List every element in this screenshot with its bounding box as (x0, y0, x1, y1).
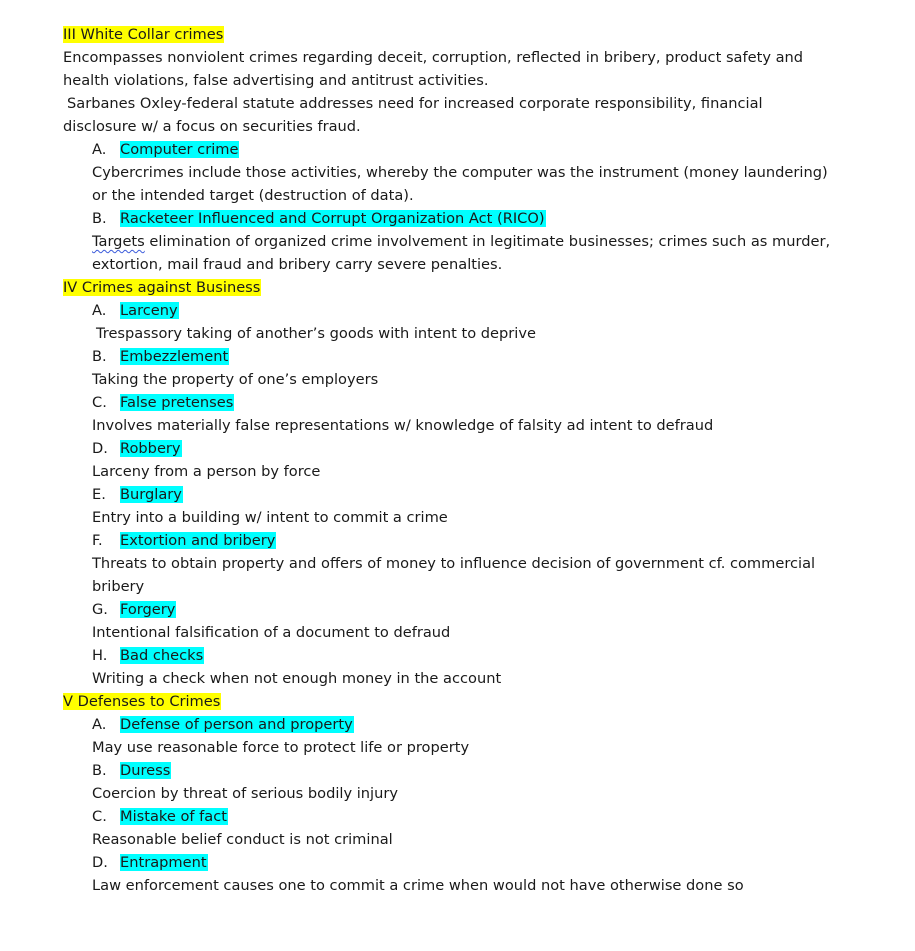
item-description: Threats to obtain property and offers of money to influence decision of government cf. commercial (92, 555, 816, 572)
document-body (63, 23, 883, 897)
paragraph-line: Sarbanes Oxley-federal statute addresses need for increased corporate responsibility, financial (67, 95, 763, 112)
item-term: Extortion and bribery (120, 532, 276, 549)
item-term: Embezzlement (120, 348, 229, 365)
item-description: Entry into a building w/ intent to commit a crime (92, 509, 448, 526)
list-item (63, 644, 883, 667)
list-letter: B. (92, 210, 107, 227)
item-term: Entrapment (120, 854, 207, 871)
list-item (63, 483, 883, 506)
list-letter: F. (92, 532, 103, 549)
item-description: bribery (92, 578, 145, 595)
item-description: Taking the property of one’s employers (92, 371, 379, 388)
list-letter: A. (92, 716, 107, 733)
paragraph-line: health violations, false advertising and antitrust activities. (63, 72, 489, 89)
list-letter: C. (92, 394, 107, 411)
item-term: Computer crime (120, 141, 239, 158)
list-item (63, 207, 883, 230)
item-description: extortion, mail fraud and bribery carry severe penalties. (92, 256, 503, 273)
item-term: Defense of person and property (120, 716, 353, 733)
item-description: Trespassory taking of another’s goods with intent to deprive (96, 325, 536, 342)
item-description: Larceny from a person by force (92, 463, 321, 480)
paragraph-line: Encompasses nonviolent crimes regarding deceit, corruption, reflected in bribery, product safety and (63, 49, 804, 66)
list-item (63, 529, 883, 552)
list-letter: H. (92, 647, 108, 664)
list-letter: B. (92, 348, 107, 365)
item-description: Involves materially false representations w/ knowledge of falsity ad intent to defraud (92, 417, 714, 434)
list-letter: E. (92, 486, 106, 503)
list-letter: G. (92, 601, 108, 618)
list-letter: B. (92, 762, 107, 779)
list-item (63, 598, 883, 621)
list-item (63, 138, 883, 161)
list-letter: D. (92, 854, 108, 871)
spellcheck-word[interactable]: Targets (92, 233, 145, 250)
list-item (63, 437, 883, 460)
item-description: Coercion by threat of serious bodily injury (92, 785, 398, 802)
item-term: Racketeer Influenced and Corrupt Organization Act (RICO) (120, 210, 545, 227)
item-description (63, 230, 883, 253)
list-item (63, 391, 883, 414)
item-description: Reasonable belief conduct is not criminal (92, 831, 393, 848)
list-item (63, 759, 883, 782)
item-description: May use reasonable force to protect life or property (92, 739, 470, 756)
list-letter: C. (92, 808, 107, 825)
list-letter: A. (92, 141, 107, 158)
heading-highlight: V Defenses to Crimes (63, 693, 221, 710)
item-term: Duress (120, 762, 171, 779)
list-item (63, 805, 883, 828)
list-item (63, 851, 883, 874)
item-description: or the intended target (destruction of data). (92, 187, 414, 204)
item-description: Intentional falsification of a document to defraud (92, 624, 451, 641)
list-letter: A. (92, 302, 107, 319)
heading-highlight: IV Crimes against Business (63, 279, 261, 296)
paragraph-line: disclosure w/ a focus on securities fraud. (63, 118, 361, 135)
list-letter: D. (92, 440, 108, 457)
item-description-text: elimination of organized crime involvement in legitimate businesses; crimes such as murder, (144, 233, 831, 250)
list-item (63, 713, 883, 736)
item-term: Robbery (120, 440, 181, 457)
item-term: Burglary (120, 486, 182, 503)
item-description: Law enforcement causes one to commit a crime when would not have otherwise done so (92, 877, 744, 894)
section-heading (63, 276, 883, 299)
heading-highlight: III White Collar crimes (63, 26, 224, 43)
item-term: False pretenses (120, 394, 234, 411)
item-description: Cybercrimes include those activities, whereby the computer was the instrument (money laundering) (92, 164, 828, 181)
list-item (63, 345, 883, 368)
list-item (63, 299, 883, 322)
section-heading (63, 23, 883, 46)
section-heading (63, 690, 883, 713)
item-description: Writing a check when not enough money in the account (92, 670, 502, 687)
item-term: Bad checks (120, 647, 204, 664)
item-term: Mistake of fact (120, 808, 227, 825)
item-term: Larceny (120, 302, 178, 319)
item-term: Forgery (120, 601, 176, 618)
